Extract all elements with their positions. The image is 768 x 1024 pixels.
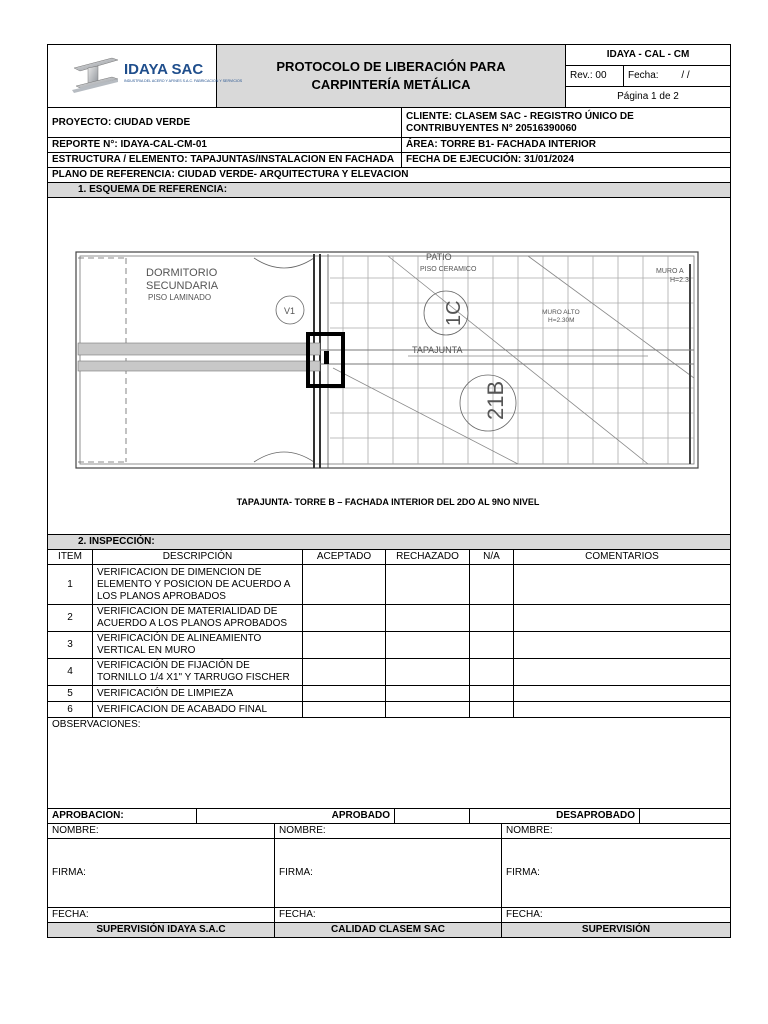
date-value: / / bbox=[681, 70, 690, 81]
cell-na[interactable] bbox=[470, 605, 514, 632]
date-field bbox=[624, 66, 731, 87]
cell-comentarios[interactable] bbox=[514, 686, 731, 702]
label-dormitorio: DORMITORIO bbox=[146, 267, 218, 279]
table-row bbox=[48, 686, 731, 702]
row-description: VERIFICACIÓN DE LIMPIEZA bbox=[93, 686, 303, 702]
cell-comentarios[interactable] bbox=[514, 632, 731, 659]
reference-plan-field: PLANO DE REFERENCIA: CIUDAD VERDE- ARQUITECTURA Y ELEVACION bbox=[48, 168, 731, 183]
cell-aceptado[interactable] bbox=[303, 686, 386, 702]
name-field-3[interactable]: NOMBRE: bbox=[502, 824, 731, 839]
disapproved-label: DESAPROBADO bbox=[470, 809, 640, 824]
inspection-header-row bbox=[48, 550, 731, 565]
row-description: VERIFICACIÓN DE ALINEAMIENTO VERTICAL EN MURO bbox=[93, 632, 303, 659]
date-field-3[interactable]: FECHA: bbox=[502, 908, 731, 923]
col-item: ITEM bbox=[48, 550, 93, 565]
table-row bbox=[48, 659, 731, 686]
label-patio: PATIO bbox=[426, 252, 452, 262]
title-line-1: PROTOCOLO DE LIBERACIÓN PARA bbox=[276, 59, 506, 74]
row-item: 1 bbox=[48, 565, 93, 605]
execution-date-field: FECHA DE EJECUCIÓN: 31/01/2024 bbox=[402, 153, 731, 168]
cell-rechazado[interactable] bbox=[386, 565, 470, 605]
label-v1: V1 bbox=[284, 306, 296, 316]
table-row bbox=[48, 605, 731, 632]
row-item: 3 bbox=[48, 632, 93, 659]
company-logo bbox=[48, 45, 243, 108]
signatory-idaya: SUPERVISIÓN IDAYA S.A.C bbox=[48, 923, 275, 938]
client-field: CLIENTE: CLASEM SAC - REGISTRO ÚNICO DE CONTRIBUYENTES N° 20516390060 bbox=[402, 108, 731, 138]
cell-aceptado[interactable] bbox=[303, 702, 386, 718]
cell-comentarios[interactable] bbox=[514, 605, 731, 632]
approval-table bbox=[47, 808, 731, 824]
cell-na[interactable] bbox=[470, 659, 514, 686]
cell-na[interactable] bbox=[470, 565, 514, 605]
approved-checkbox[interactable] bbox=[395, 809, 470, 824]
row-description: VERIFICACION DE DIMENCION DE ELEMENTO Y POSICION DE ACUERDO A LOS PLANOS APROBADOS bbox=[93, 565, 303, 605]
table-row bbox=[48, 702, 731, 718]
drawing-caption: TAPAJUNTA- TORRE B – FACHADA INTERIOR DEL 2DO AL 9NO NIVEL bbox=[236, 497, 540, 507]
date-label: Fecha: bbox=[628, 70, 659, 81]
document-title bbox=[217, 45, 566, 108]
signature-field-1[interactable]: FIRMA: bbox=[48, 839, 275, 908]
cell-aceptado[interactable] bbox=[303, 565, 386, 605]
cell-rechazado[interactable] bbox=[386, 632, 470, 659]
row-item: 5 bbox=[48, 686, 93, 702]
signature-field-3[interactable]: FIRMA: bbox=[502, 839, 731, 908]
title-line-2: CARPINTERÍA METÁLICA bbox=[311, 77, 471, 92]
label-muro-alto: MURO ALTO bbox=[542, 309, 580, 316]
page-number: Página 1 de 2 bbox=[566, 87, 731, 108]
report-number-field: REPORTE N°: IDAYA-CAL-CM-01 bbox=[48, 138, 402, 153]
signatory-clasem: CALIDAD CLASEM SAC bbox=[275, 923, 502, 938]
revision: Rev.: 00 bbox=[566, 66, 624, 87]
cell-na[interactable] bbox=[470, 686, 514, 702]
col-aceptado: ACEPTADO bbox=[303, 550, 386, 565]
logo-beam-icon bbox=[52, 46, 243, 104]
inspection-table bbox=[47, 549, 731, 809]
project-field: PROYECTO: CIUDAD VERDE bbox=[48, 108, 402, 138]
section-1-heading: 1. ESQUEMA DE REFERENCIA: bbox=[48, 183, 731, 198]
approval-label: APROBACION: bbox=[48, 809, 197, 824]
row-description: VERIFICACION DE MATERIALIDAD DE ACUERDO A LOS PLANOS APROBADOS bbox=[93, 605, 303, 632]
cell-rechazado[interactable] bbox=[386, 605, 470, 632]
row-description: VERIFICACIÓN DE FIJACIÓN DE TORNILLO 1/4 X1" Y TARRUGO FISCHER bbox=[93, 659, 303, 686]
cell-rechazado[interactable] bbox=[386, 702, 470, 718]
logo-company-name: IDAYA SAC bbox=[124, 61, 204, 78]
cell-rechazado[interactable] bbox=[386, 659, 470, 686]
observations-field[interactable]: OBSERVACIONES: bbox=[48, 718, 731, 809]
col-na: N/A bbox=[470, 550, 514, 565]
cell-comentarios[interactable] bbox=[514, 702, 731, 718]
date-field-1[interactable]: FECHA: bbox=[48, 908, 275, 923]
name-field-2[interactable]: NOMBRE: bbox=[275, 824, 502, 839]
col-comentarios: COMENTARIOS bbox=[514, 550, 731, 565]
section-2-heading: 2. INSPECCIÓN: bbox=[48, 535, 731, 550]
label-tapajunta: TAPAJUNTA bbox=[412, 345, 463, 355]
name-field-1[interactable]: NOMBRE: bbox=[48, 824, 275, 839]
structure-field: ESTRUCTURA / ELEMENTO: TAPAJUNTAS/INSTALACION EN FACHADA bbox=[48, 153, 402, 168]
label-grid-1c: 1C bbox=[443, 300, 465, 326]
cell-rechazado[interactable] bbox=[386, 686, 470, 702]
cell-aceptado[interactable] bbox=[303, 605, 386, 632]
protocol-sheet bbox=[47, 44, 730, 938]
row-item: 4 bbox=[48, 659, 93, 686]
date-field-2[interactable]: FECHA: bbox=[275, 908, 502, 923]
row-item: 2 bbox=[48, 605, 93, 632]
label-muro-a: MURO A bbox=[656, 268, 684, 275]
cell-aceptado[interactable] bbox=[303, 632, 386, 659]
disapproved-checkbox[interactable] bbox=[640, 809, 731, 824]
area-field: ÁREA: TORRE B1- FACHADA INTERIOR bbox=[402, 138, 731, 153]
label-muro-altura: H=2.30M bbox=[548, 317, 575, 324]
approved-label: APROBADO bbox=[197, 809, 395, 824]
col-descripcion: DESCRIPCIÓN bbox=[93, 550, 303, 565]
signature-table bbox=[47, 823, 731, 938]
label-piso-ceramico: PISO CERAMICO bbox=[420, 266, 477, 273]
reference-drawing-cell bbox=[48, 198, 731, 535]
cell-aceptado[interactable] bbox=[303, 659, 386, 686]
cell-na[interactable] bbox=[470, 702, 514, 718]
label-grid-21b: 21B bbox=[483, 380, 508, 420]
label-secundaria: SECUNDARIA bbox=[146, 280, 219, 292]
document-code: IDAYA - CAL - CM bbox=[566, 45, 731, 66]
row-item: 6 bbox=[48, 702, 93, 718]
table-row bbox=[48, 632, 731, 659]
signature-field-2[interactable]: FIRMA: bbox=[275, 839, 502, 908]
signatory-supervision: SUPERVISIÓN bbox=[502, 923, 731, 938]
cell-na[interactable] bbox=[470, 632, 514, 659]
label-muro-a-altura: H=2.3 bbox=[670, 277, 689, 284]
label-piso-laminado: PISO LAMINADO bbox=[148, 293, 212, 302]
reference-drawing bbox=[48, 198, 729, 534]
row-description: VERIFICACION DE ACABADO FINAL bbox=[93, 702, 303, 718]
logo-company-subtitle: INDUSTRIA DEL ACERO Y AFINES S.A.C. FABRICACION Y SERVICIOS bbox=[124, 79, 243, 83]
cell-comentarios[interactable] bbox=[514, 565, 731, 605]
col-rechazado: RECHAZADO bbox=[386, 550, 470, 565]
info-table bbox=[47, 107, 731, 550]
header-table bbox=[47, 44, 731, 108]
table-row bbox=[48, 565, 731, 605]
cell-comentarios[interactable] bbox=[514, 659, 731, 686]
